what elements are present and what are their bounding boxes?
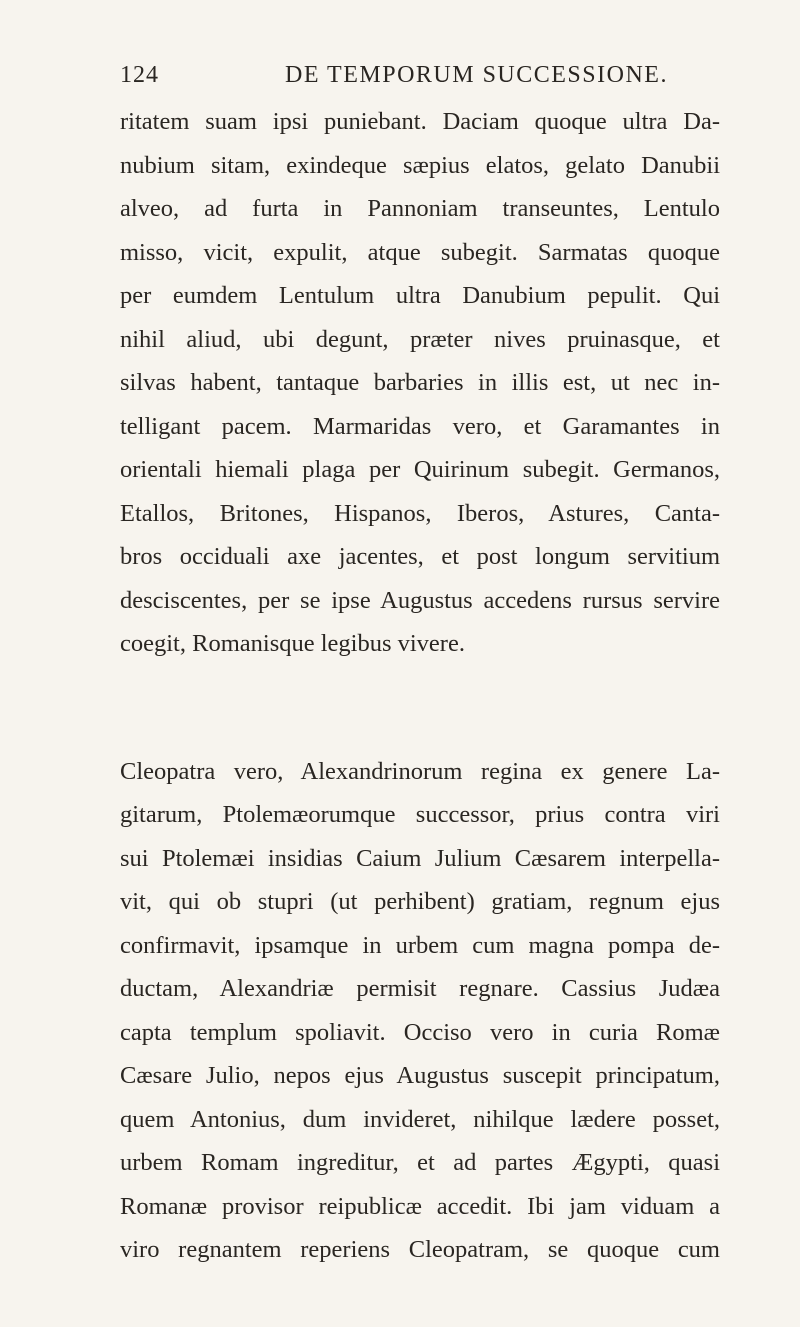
text-line: ductam, Alexandriæ permisit regnare. Cassius Judæa	[120, 975, 720, 1002]
text-line: orientali hiemali plaga per Quirinum subegit. Germanos,	[120, 456, 720, 483]
paragraph-2	[120, 750, 720, 1272]
text-line: vit, qui ob stupri (ut perhibent) gratiam, regnum ejus	[120, 888, 720, 915]
text-line: nubium sitam, exindeque sæpius elatos, gelato Danubii	[120, 151, 720, 179]
text-line: confirmavit, ipsamque in urbem cum magna pompa de-	[120, 931, 720, 959]
text-line: Cæsare Julio, nepos ejus Augustus suscepit principatum,	[120, 1062, 720, 1089]
text-line: telligant pacem. Marmaridas vero, et Garamantes in	[120, 412, 720, 440]
text-line: Etallos, Britones, Hispanos, Iberos, Astures, Canta-	[120, 499, 720, 527]
text-line: misso, vicit, expulit, atque subegit. Sarmatas quoque	[120, 238, 720, 266]
text-line: quem Antonius, dum invideret, nihilque lædere posset,	[120, 1105, 720, 1133]
text-line: Romanæ provisor reipublicæ accedit. Ibi jam viduam a	[120, 1192, 720, 1220]
text-line: sui Ptolemæi insidias Caium Julium Cæsarem interpella-	[120, 844, 720, 872]
page-header	[120, 62, 720, 102]
text-line: alveo, ad furta in Pannoniam transeuntes, Lentulo	[120, 195, 720, 222]
text-line: urbem Romam ingreditur, et ad partes Ægypti, quasi	[120, 1149, 720, 1176]
page-number: 124	[120, 62, 159, 88]
text-line: nihil aliud, ubi degunt, præter nives pruinasque, et	[120, 325, 720, 353]
running-head: DE TEMPORUM SUCCESSIONE.	[285, 62, 668, 88]
text-line: bros occiduali axe jacentes, et post longum servitium	[120, 543, 720, 570]
body-text	[120, 100, 720, 1272]
text-line: per eumdem Lentulum ultra Danubium pepulit. Qui	[120, 282, 720, 309]
text-line: silvas habent, tantaque barbaries in illis est, ut nec in-	[120, 369, 720, 396]
text-line: capta templum spoliavit. Occiso vero in curia Romæ	[120, 1018, 720, 1046]
text-line: ritatem suam ipsi puniebant. Daciam quoque ultra Da-	[120, 108, 720, 135]
text-line: Cleopatra vero, Alexandrinorum regina ex genere La-	[120, 757, 720, 785]
text-line: coegit, Romanisque legibus vivere.	[120, 630, 465, 657]
paragraph-gap	[120, 666, 720, 750]
text-line: desciscentes, per se ipse Augustus accedens rursus servire	[120, 586, 720, 614]
text-line: gitarum, Ptolemæorumque successor, prius contra viri	[120, 801, 720, 828]
paragraph-1	[120, 100, 720, 666]
text-line: viro regnantem reperiens Cleopatram, se quoque cum	[120, 1236, 720, 1263]
